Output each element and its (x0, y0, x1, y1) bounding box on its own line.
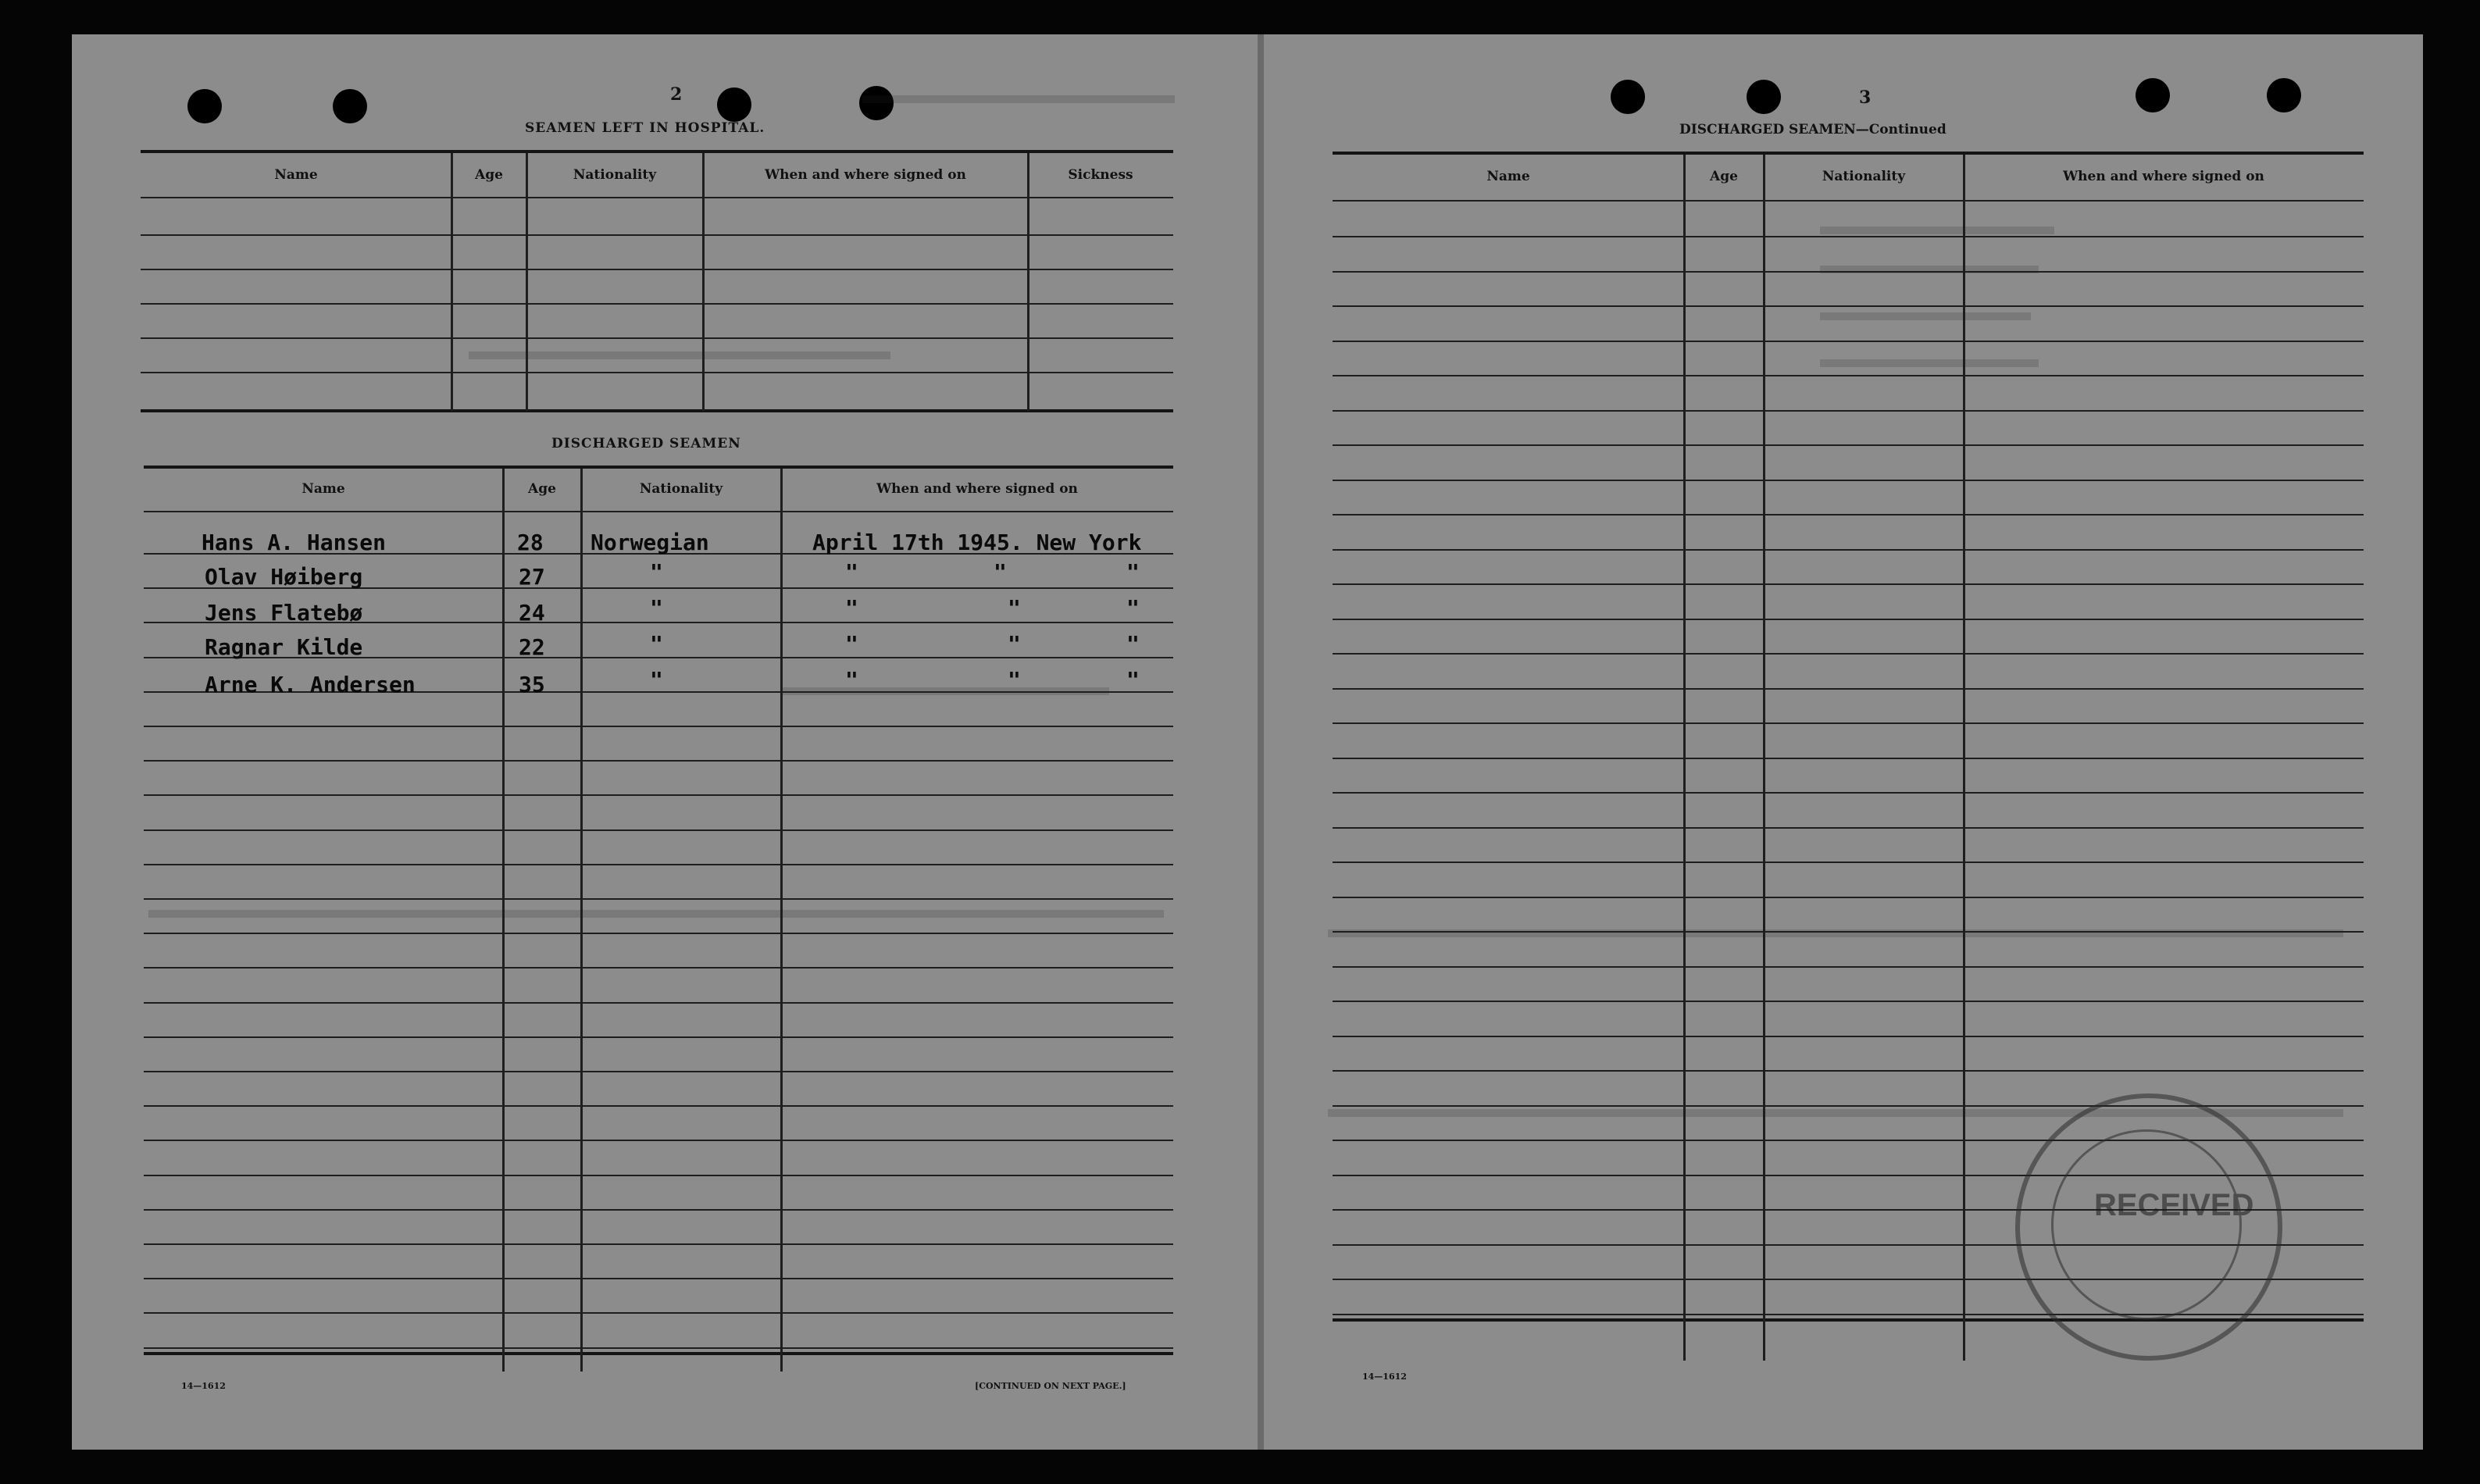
table-top-rule (1333, 152, 2364, 155)
row-rule (144, 864, 1173, 865)
row-rule (1333, 1001, 2364, 1002)
row-rule (1333, 375, 2364, 376)
row-rule (1333, 792, 2364, 794)
bleed-through-text (469, 351, 890, 359)
table-top-rule (144, 466, 1173, 469)
column-header-nationality: Nationality (639, 481, 723, 497)
column-header-age: Age (475, 167, 503, 183)
bleed-through-text (1820, 312, 2031, 320)
column-rule (780, 469, 783, 1372)
column-rule (1027, 153, 1029, 411)
row-rule (141, 303, 1173, 305)
row-rule (144, 1002, 1173, 1004)
column-header-name: Name (302, 481, 345, 497)
page-number: 3 (1859, 87, 1872, 108)
row-rule (1333, 722, 2364, 724)
row-rule (144, 760, 1173, 762)
page-gutter (1258, 34, 1264, 1450)
seaman-signed-on: " (1008, 667, 1021, 693)
column-header-sickness: Sickness (1068, 167, 1133, 183)
row-rule (1333, 966, 2364, 968)
column-rule (526, 153, 528, 411)
row-rule (144, 1071, 1173, 1072)
punch-hole (859, 86, 894, 120)
stamp-text: RECEIVED (2094, 1188, 2254, 1222)
row-rule (1333, 583, 2364, 585)
seaman-signed-on: " (845, 595, 858, 621)
received-stamp (2015, 1093, 2282, 1361)
seaman-age: 35 (519, 672, 545, 697)
column-header-signed-on: When and where signed on (2063, 169, 2264, 184)
discharged-section-title: DISCHARGED SEAMEN (551, 436, 741, 451)
row-rule (144, 794, 1173, 796)
row-rule (144, 1243, 1173, 1245)
column-header-nationality: Nationality (1822, 169, 1906, 184)
column-rule (702, 153, 705, 411)
seaman-age: 22 (519, 634, 545, 660)
row-rule (1333, 305, 2364, 307)
seaman-age: 27 (519, 564, 545, 590)
punch-hole (717, 87, 751, 122)
column-header-name: Name (1486, 169, 1530, 184)
seaman-signed-on: " (994, 559, 1007, 585)
seaman-signed-on: " (1008, 631, 1021, 657)
continued-note: [CONTINUED ON NEXT PAGE.] (975, 1381, 1126, 1391)
column-rule (1683, 155, 1686, 1361)
hospital-section-title: SEAMEN LEFT IN HOSPITAL. (525, 120, 765, 136)
row-rule (1333, 688, 2364, 690)
column-rule (1963, 155, 1965, 1361)
form-number: 14—1612 (1362, 1372, 1407, 1382)
row-rule (1333, 514, 2364, 515)
punch-hole (187, 89, 222, 123)
punch-hole (2136, 78, 2170, 112)
punch-hole (1747, 80, 1781, 114)
row-rule (144, 933, 1173, 934)
seaman-signed-on: " (1126, 667, 1140, 693)
row-rule (1333, 619, 2364, 620)
seaman-signed-on: " (1008, 595, 1021, 621)
row-rule (144, 1140, 1173, 1141)
seaman-signed-on: " (1126, 631, 1140, 657)
table-bottom-rule (144, 1352, 1173, 1355)
column-rule (502, 469, 505, 1372)
row-rule (144, 1278, 1173, 1279)
row-rule (144, 1036, 1173, 1038)
stamp-inner-ring (2051, 1129, 2242, 1320)
row-rule (1333, 897, 2364, 898)
seaman-age: 24 (519, 600, 545, 626)
header-rule (141, 197, 1173, 198)
row-rule (1333, 341, 2364, 342)
row-rule (144, 1105, 1173, 1107)
row-rule (1333, 480, 2364, 481)
seaman-nationality: " (650, 595, 663, 621)
seaman-signed-on: " (1126, 559, 1140, 585)
left-page (72, 34, 1261, 1450)
row-rule (141, 337, 1173, 339)
row-rule (1333, 758, 2364, 759)
seaman-nationality: " (650, 631, 663, 657)
table-top-rule (141, 150, 1173, 153)
seaman-signed-on: " (1126, 595, 1140, 621)
bleed-through-text (148, 910, 1164, 918)
row-rule (1333, 444, 2364, 446)
column-header-name: Name (274, 167, 318, 183)
seaman-signed-on: " (845, 559, 858, 585)
row-rule (1333, 1036, 2364, 1037)
seaman-nationality: " (650, 667, 663, 693)
punch-hole (333, 89, 367, 123)
seaman-signed-on: April 17th 1945. New York (812, 530, 1142, 555)
row-rule (1333, 862, 2364, 863)
row-rule (141, 234, 1173, 236)
row-rule (144, 1347, 1173, 1349)
row-rule (141, 269, 1173, 270)
column-rule (451, 153, 453, 411)
column-header-nationality: Nationality (573, 167, 657, 183)
row-rule (144, 1312, 1173, 1314)
column-rule (1763, 155, 1765, 1361)
row-rule (1333, 271, 2364, 273)
seaman-name: Hans A. Hansen (202, 530, 387, 555)
seaman-name: Arne K. Andersen (205, 672, 416, 697)
row-rule (144, 829, 1173, 831)
punch-hole (1611, 80, 1645, 114)
seaman-signed-on: " (845, 631, 858, 657)
bleed-through-text (1820, 266, 2039, 273)
seaman-name: Jens Flatebø (205, 600, 363, 626)
bleed-through-text (862, 95, 1175, 103)
row-rule (1333, 1070, 2364, 1072)
seaman-name: Ragnar Kilde (205, 634, 363, 660)
seaman-signed-on: " (845, 667, 858, 693)
row-rule (1333, 827, 2364, 829)
row-rule (1333, 653, 2364, 655)
discharged-continued-title: DISCHARGED SEAMEN—Continued (1679, 122, 1947, 137)
row-rule (144, 967, 1173, 969)
row-rule (1333, 931, 2364, 933)
column-header-signed-on: When and where signed on (876, 481, 1078, 497)
column-header-age: Age (528, 481, 556, 497)
row-rule (144, 726, 1173, 727)
form-number: 14—1612 (181, 1381, 226, 1391)
row-rule (1333, 410, 2364, 412)
bleed-through-text (1820, 227, 2054, 234)
header-rule (1333, 200, 2364, 202)
seaman-name: Olav Høiberg (205, 564, 363, 590)
row-rule (144, 898, 1173, 900)
punch-hole (2267, 78, 2301, 112)
column-rule (580, 469, 583, 1372)
column-header-signed-on: When and where signed on (765, 167, 966, 183)
row-rule (1333, 1105, 2364, 1107)
page-number: 2 (670, 84, 683, 105)
row-rule (1333, 236, 2364, 237)
seaman-age: 28 (517, 530, 544, 555)
row-rule (144, 1209, 1173, 1211)
bleed-through-text (1820, 359, 2039, 367)
table-bottom-rule (141, 409, 1173, 412)
header-rule (144, 511, 1173, 512)
seaman-nationality: " (650, 559, 663, 585)
seaman-nationality: Norwegian (591, 530, 709, 555)
row-rule (1333, 549, 2364, 551)
column-header-age: Age (1710, 169, 1738, 184)
row-rule (141, 372, 1173, 373)
row-rule (144, 1175, 1173, 1176)
